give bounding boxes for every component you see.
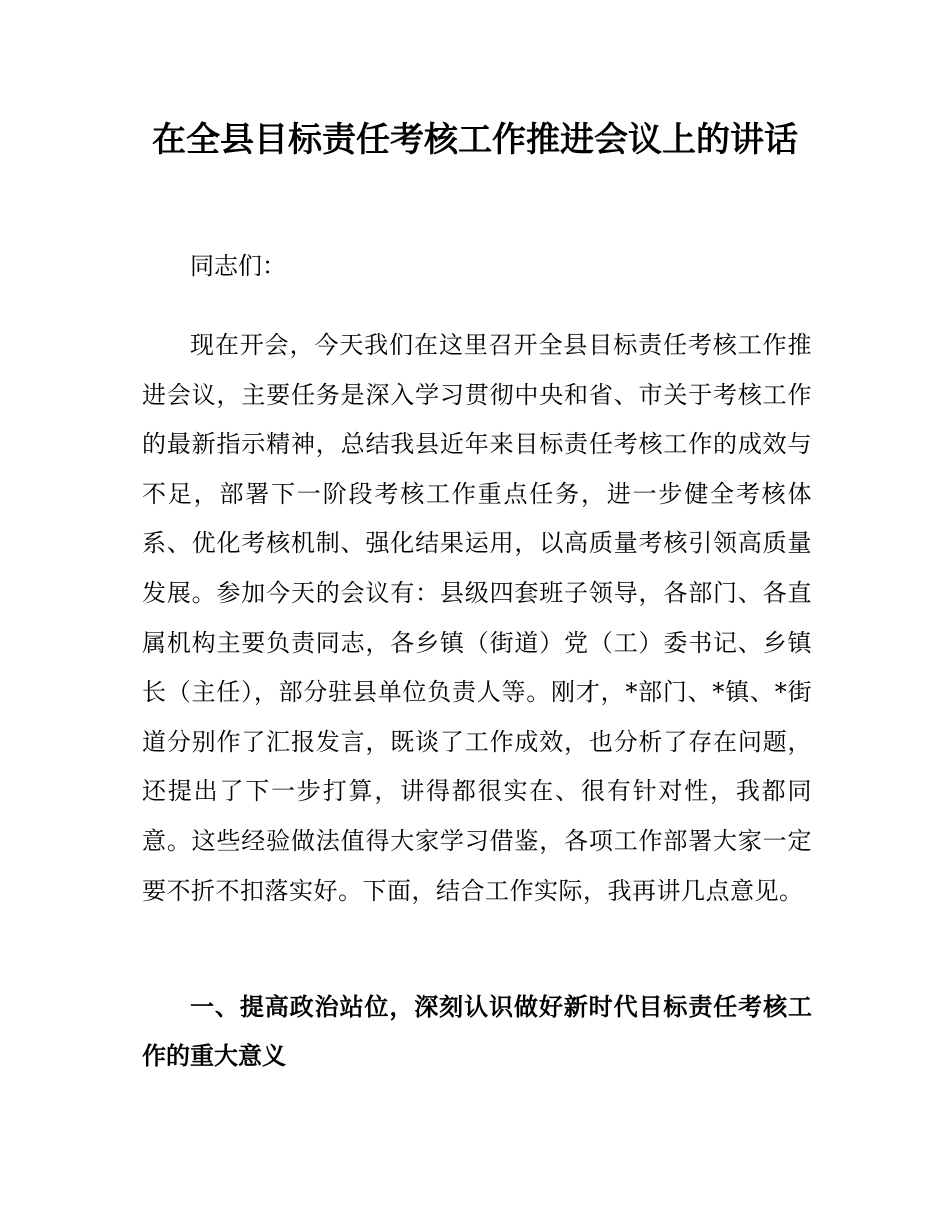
document-title: 在全县目标责任考核工作推进会议上的讲话 bbox=[152, 120, 798, 160]
section-heading: 一、提高政治站位，深刻认识做好新时代目标责任考核工作的重大意义 bbox=[142, 993, 812, 1070]
body-paragraph: 现在开会，今天我们在这里召开全县目标责任考核工作推进会议，主要任务是深入学习贯彻中央和省、市关于考核工作的最新指示精神，总结我县近年来目标责任考核工作的成效与不足，部署下一阶段考核工作重点任务，进一步健全考核体系、优化考核机制、强化结果运用，以高质量考核引领高质量发展。参加今天的会议有：县级四套班子领导，各部门、各直属机构主要负责同志，各乡镇（街道）党（工）委书记、乡镇长（主任），部分驻县单位负责人等。刚才，*部门、*镇、*街道分别作了汇报发言，既谈了工作成效，也分析了存在问题，还提出了下一步打算，讲得都很实在、很有针对性，我都同意。这些经验做法值得大家学习借鉴，各项工作部署大家一定要不折不扣落实好。下面，结合工作实际，我再讲几点意见。 bbox=[142, 331, 812, 905]
salutation: 同志们： bbox=[190, 252, 286, 280]
